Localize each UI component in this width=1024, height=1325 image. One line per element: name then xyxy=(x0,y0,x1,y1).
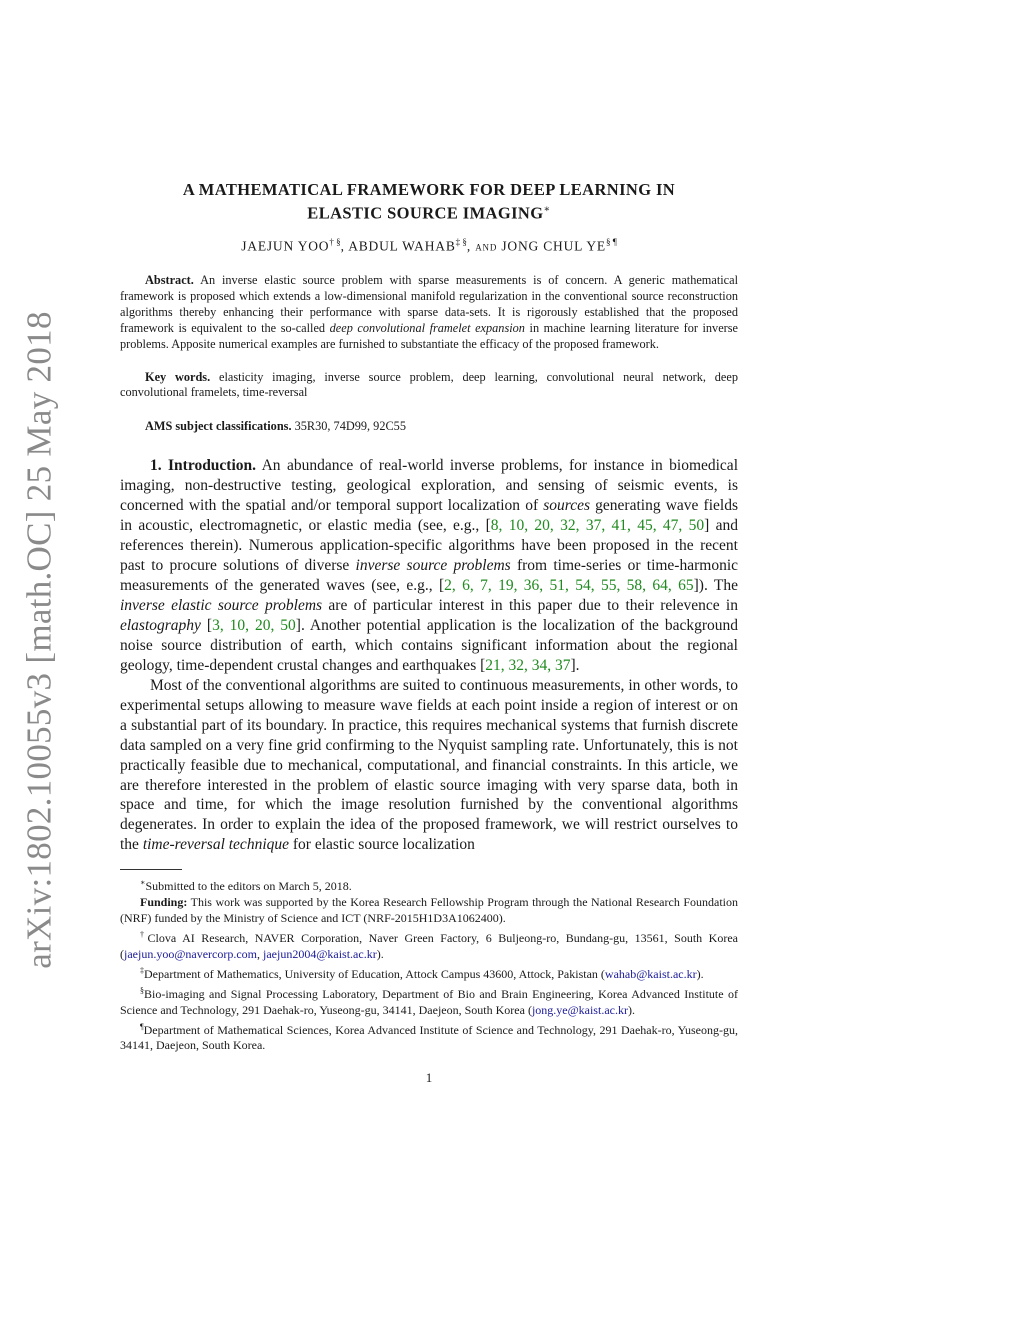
footnote-divider xyxy=(120,869,182,870)
author-name: JONG CHUL YE xyxy=(501,238,606,253)
footnote-affiliation-1: †Clova AI Research, NAVER Corporation, Naver Green Factory, 6 Buljeong-ro, Bundang-gu, 13561, South Korea (jaejun.yoo@navercorp.com, jaejun2004@kaist.ac.kr). xyxy=(120,930,738,961)
citation-links[interactable]: 2, 6, 7, 19, 36, 51, 54, 55, 58, 64, 65 xyxy=(444,576,694,594)
email-link[interactable]: jaejun2004@kaist.ac.kr xyxy=(263,946,377,961)
author-conjunction: and xyxy=(475,238,498,253)
intro-paragraph-2: Most of the conventional algorithms are suited to continuous measurements, in other words, to experimental setups allowing to measure wave fields at each point inside a region of interest or on a substantial part of its boundary. In practice, this requires mechanical systems that furnish discrete data sampled on a very fine grid confirming to the Nyquist sampling rate. Unfortunately, this is not practically feasible due to mechanical, computational, and financial constraints. In this article, we are therefore interested in the problem of elastic source imaging with very sparse data, both in space and time, for which the image resolution furnished by the conventional algorithms degenerates. In order to explain the idea of the proposed framework, we will restrict ourselves to the time-reversal technique for elastic source localization xyxy=(120,676,738,854)
footnote-affiliation-2: ‡Department of Mathematics, University of Education, Attock Campus 43600, Attock, Pakistan (wahab@kaist.ac.kr). xyxy=(140,965,704,981)
citation-links[interactable]: 3, 10, 20, 50 xyxy=(212,616,296,634)
intro-paragraph-1: 1. Introduction. An abundance of real-world inverse problems, for instance in biomedical imaging, non-destructive testing, geological exploration, and sensing of seismic events, is concerned with the spatial and/or temporal support localization of sources generating wave fields in acoustic, electromagnetic, or elastic media (see, e.g., [8, 10, 20, 32, 37, 41, 45, 47, 50] and references therein). Numerous application-specific algorithms have been proposed in the recent past to procure solutions of diverse inverse source problems from time-series or time-harmonic measurements of the generated waves (see, e.g., [2, 6, 7, 19, 36, 51, 54, 55, 58, 64, 65]). The inverse elastic source problems are of particular interest in this paper due to their relevence in elastography [3, 10, 20, 50]. Another potential application is the localization of the background noise source distribution of earth, which contains significant information about the regional geology, time-dependent crustal changes and earthquakes [21, 32, 34, 37]. xyxy=(120,457,739,674)
arxiv-stamp xyxy=(20,311,60,969)
author-marks[interactable]: § ¶ xyxy=(605,236,617,247)
section-heading: 1. Introduction. xyxy=(150,457,257,475)
author-marks[interactable]: † § xyxy=(329,236,341,247)
abstract-label: Abstract. xyxy=(145,273,194,287)
author-name: ABDUL WAHAB xyxy=(348,238,456,253)
citation-links[interactable]: 8, 10, 20, 32, 37, 41, 45, 47, 50 xyxy=(490,517,705,535)
citation-links[interactable]: 21, 32, 34, 37 xyxy=(485,656,571,674)
paper-page xyxy=(120,180,738,1086)
keywords: Key words. elasticity imaging, inverse source problem, deep learning, convolutional neural network, deep convolutional framelets, time-reversal xyxy=(120,369,738,400)
arxiv-stamp-text: arXiv:1802.10055v3 [math.OC] 25 May 2018 xyxy=(20,311,60,969)
title-footnote-mark[interactable]: ∗ xyxy=(543,204,551,215)
footnote-affiliation-4: ¶Department of Mathematical Sciences, Korea Advanced Institute of Science and Technology, 291 Daehak-ro, Yuseong-gu, 34141, Daejeon, South Korea. xyxy=(120,1021,738,1053)
email-link[interactable]: jong.ye@kaist.ac.kr xyxy=(531,1002,628,1017)
paper-title: A MATHEMATICAL FRAMEWORK FOR DEEP LEARNING IN ELASTIC SOURCE IMAGING∗ xyxy=(182,180,676,223)
ams-label: AMS subject classifications. xyxy=(145,419,292,434)
footnote-submitted: ∗Submitted to the editors on March 5, 2018. xyxy=(140,878,352,894)
abstract: Abstract. An inverse elastic source problem with sparse measurements is of concern. A generic mathematical framework is proposed which extends a low-dimensional manifold regularization in the conventional source reconstruction algorithms thereby enhancing their performance with sparse data-sets. It is rigorously established that the proposed framework is equivalent to the so-called deep convolutional framelet expansion in machine learning literature for inverse problems. Apposite numerical examples are furnished to substantiate the efficacy of the proposed framework. xyxy=(120,273,739,351)
ams-classifications: AMS subject classifications. 35R30, 74D99, 92C55 xyxy=(145,419,406,434)
email-link[interactable]: wahab@kaist.ac.kr xyxy=(604,966,697,981)
keywords-label: Key words. xyxy=(145,369,211,384)
author-name: JAEJUN YOO xyxy=(241,238,330,253)
author-marks[interactable]: ‡ § xyxy=(455,236,467,247)
footnote-affiliation-3: §Bio-imaging and Signal Processing Laboratory, Department of Bio and Brain Engineering, Korea Advanced Institute of Science and Technology, 291 Daehak-ro, Yuseong-gu, 34141, Daejeon, South Korea (jong.ye@kaist.ac.kr). xyxy=(120,985,738,1017)
footnote-funding: Funding: This work was supported by the Korea Research Fellowship Program through the National Research Foundation (NRF) funded by the Ministry of Science and ICT (NRF-2015H1D3A1062400). xyxy=(120,895,738,926)
author-list: JAEJUN YOO† §, ABDUL WAHAB‡ §, and JONG CHUL YE§ ¶ xyxy=(241,236,617,253)
page-number: 1 xyxy=(425,1070,433,1086)
email-link[interactable]: jaejun.yoo@navercorp.com xyxy=(124,946,258,961)
